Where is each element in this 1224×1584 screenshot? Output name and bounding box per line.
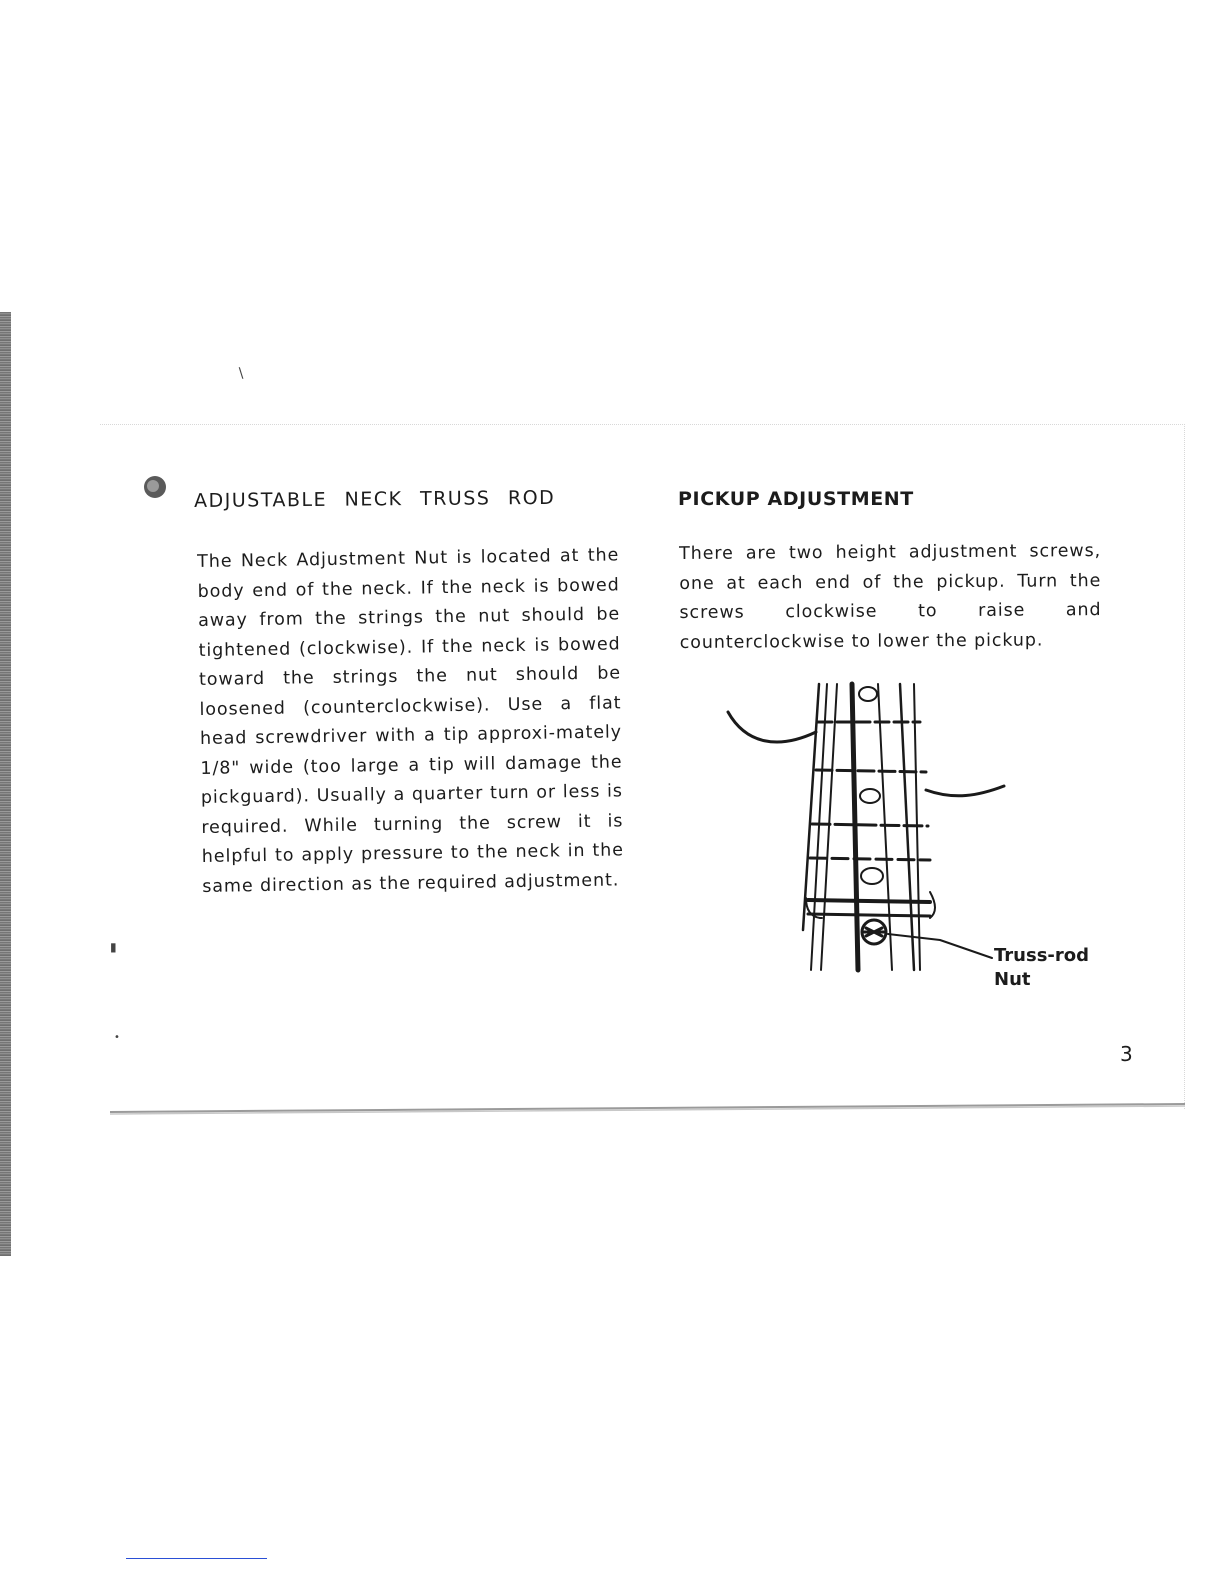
fret-2 (816, 770, 926, 772)
fret-3 (812, 824, 928, 826)
callout-leader (888, 934, 992, 958)
position-marker-2 (860, 789, 880, 803)
body-outline-right (926, 786, 1004, 796)
scan-speck: ▮ (110, 940, 117, 954)
neck-edge-left (803, 684, 819, 930)
fret-5 (808, 900, 930, 902)
string-1 (811, 684, 827, 970)
scan-edge (0, 312, 11, 1256)
fingerboard-end-right (930, 892, 935, 918)
scan-speck: • (114, 1032, 120, 1043)
truss-rod-nut-cross (864, 928, 884, 936)
truss-rod-callout-line2: Nut (994, 969, 1031, 990)
truss-rod-paragraph: The Neck Adjustment Nut is located at the body end of the neck. If the neck is bowed away from the strings the nut should be tightened (clockwise). If the neck is bowed toward the strings the nut should be loosened (counterclockwise). Use a flat head screwdriver with a tip approxi-mately 1/8" wide (too large a tip will damage the pickguard). Usually a quarter turn or less is required. While turning the screw it is helpful to apply pressure to the neck in the same direction as the required adjustment. (197, 545, 624, 897)
pickup-adjustment-instructions (679, 537, 1102, 658)
string-2 (821, 684, 837, 970)
scan-speck: ∖ (236, 366, 245, 382)
hole-punch-mark (140, 472, 170, 502)
fret-6 (808, 914, 930, 916)
pickup-adjustment-heading: PICKUP ADJUSTMENT (678, 488, 914, 510)
position-marker-3 (861, 868, 883, 884)
truss-rod-heading: ADJUSTABLE NECK TRUSS ROD (194, 486, 556, 512)
position-marker-1 (859, 687, 877, 701)
page-bottom-edge (110, 1100, 1185, 1118)
neck-diagram (716, 674, 1016, 974)
pickup-adjustment-paragraph: There are two height adjustment screws, one at each end of the pickup. Turn the screws clockwise to raise and counterclockwise to lower the pickup. (679, 541, 1102, 653)
truss-rod-callout-line1: Truss-rod (994, 945, 1090, 966)
body-outline-left (728, 712, 816, 742)
string-3 (852, 684, 858, 970)
page-number: 3 (1120, 1042, 1133, 1066)
truss-rod-instructions (197, 541, 625, 902)
footer-link-underline (126, 1558, 267, 1559)
